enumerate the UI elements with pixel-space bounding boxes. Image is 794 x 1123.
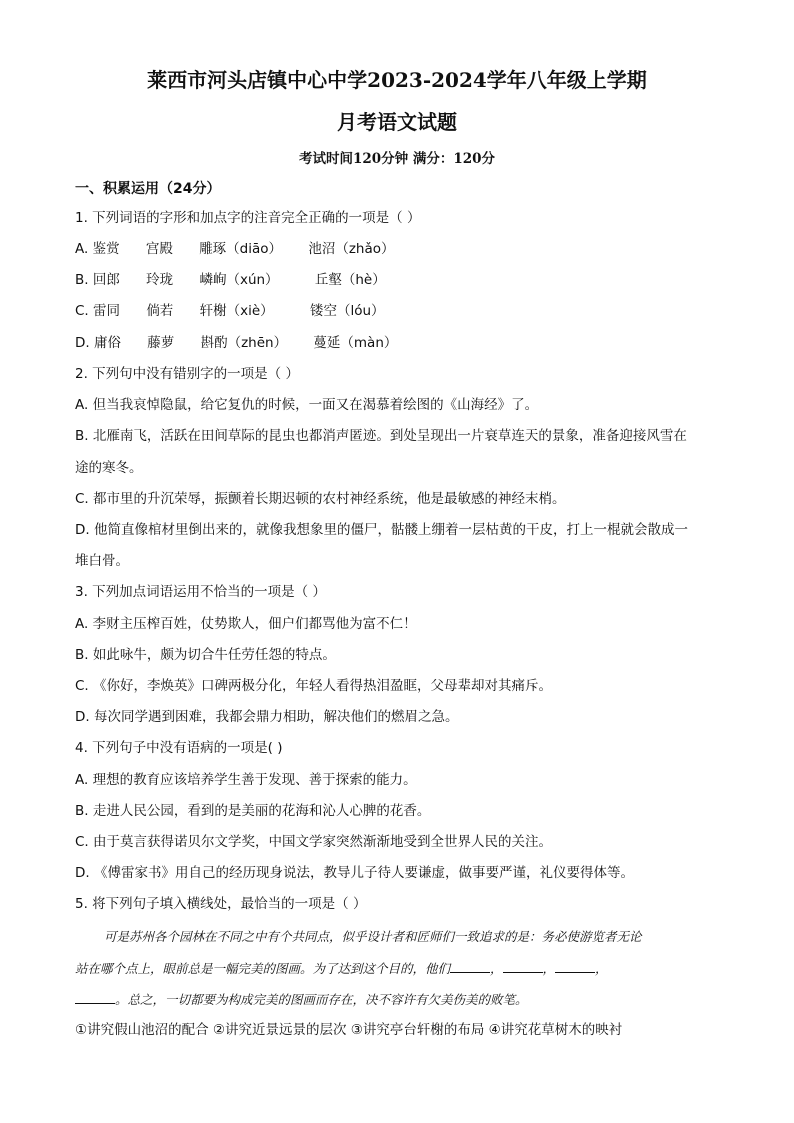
q1-b-word2: 玲珑 — [146, 272, 174, 288]
q2-stem: 2. 下列句中没有错别字的一项是（ ） — [75, 366, 299, 382]
q5-passage-line3-text: 。总之，一切都要为构成完美的图画而存在，决不容许有欠美伤美的败笔。 — [115, 992, 528, 1007]
q1-c-word3: 轩榭（xiè） — [199, 303, 274, 319]
q1-a-word2: 宫殿 — [145, 241, 173, 257]
fill-blank-1[interactable] — [450, 960, 490, 973]
q4-option-d: D. 《傅雷家书》用自己的经历现身说法，教导儿子待人要谦虚，做事要严谨，礼仪要得体等。 — [75, 865, 634, 881]
q2-option-c: C. 都市里的升沉荣辱，振颤着长期迟顿的农村神经系统，他是最敏感的神经末梢。 — [75, 491, 566, 507]
q1-d-word1: D. 庸俗 — [75, 335, 121, 351]
q2-option-b-line2: 途的寒冬。 — [75, 460, 143, 476]
q4-option-a: A. 理想的教育应该培养学生善于发现、善于探索的能力。 — [75, 772, 417, 788]
q3-option-d: D. 每次同学遇到困难，我都会鼎力相助，解决他们的燃眉之急。 — [75, 709, 459, 725]
q4-stem: 4. 下列句子中没有语病的一项是( ) — [75, 740, 283, 756]
q4-option-b: B. 走进人民公园，看到的是美丽的花海和沁人心脾的花香。 — [75, 803, 431, 819]
q1-d-word4: 蔓延（màn） — [313, 335, 398, 351]
q1-option-c — [75, 302, 715, 320]
q1-a-word3: 雕琢（diāo） — [199, 241, 283, 257]
blank-comma-1: ， — [490, 961, 503, 976]
q1-stem: 1. 下列词语的字形和加点字的注音完全正确的一项是（ ） — [75, 210, 421, 226]
section-heading: 一、积累运用（24分） — [75, 181, 221, 197]
q2-option-d-line1: D. 他简直像棺材里倒出来的，就像我想象里的僵尸，骷髅上绷着一层枯黄的干皮，打上一棍就会散成一 — [75, 522, 688, 538]
q1-option-d — [75, 334, 715, 352]
q3-option-b: B. 如此咏牛，颇为切合牛任劳任怨的特点。 — [75, 647, 336, 663]
q2-option-d-line2: 堆白骨。 — [75, 553, 129, 569]
fill-blank-3[interactable] — [555, 960, 595, 973]
q1-option-b — [75, 271, 715, 289]
q2-option-a: A. 但当我哀悼隐鼠，给它复仇的时候，一面又在渴慕着绘图的《山海经》了。 — [75, 397, 539, 413]
q5-passage-line3 — [75, 991, 715, 1009]
q5-stem: 5. 将下列句子填入横线处，最恰当的一项是（ ） — [75, 896, 367, 912]
blank-comma-2: ， — [542, 961, 556, 976]
exam-title-line1: 莱西市河头店镇中心中学2023-2024学年八年级上学期 — [147, 68, 647, 92]
q3-option-a: A. 李财主压榨百姓，仗势欺人，佃户们都骂他为富不仁！ — [75, 616, 417, 632]
q1-d-word3: 斟酌（zhēn） — [200, 335, 288, 351]
q4-option-c: C. 由于莫言获得诺贝尔文学奖，中国文学家突然渐渐地受到全世界人民的关注。 — [75, 834, 553, 850]
q1-c-word1: C. 雷同 — [75, 303, 121, 319]
q1-b-word4: 丘壑（hè） — [314, 272, 386, 288]
exam-info: 考试时间120分钟 满分：120分 — [298, 151, 496, 167]
fill-blank-2[interactable] — [503, 960, 543, 973]
q1-d-word2: 藤萝 — [147, 335, 175, 351]
q5-options: ①讲究假山池沼的配合 ②讲究近景远景的层次 ③讲究亭台轩榭的布局 ④讲究花草树木的映衬 — [75, 1022, 623, 1038]
q1-b-word3: 嶙峋（xún） — [199, 272, 279, 288]
fill-blank-4[interactable] — [75, 991, 115, 1004]
q5-passage-line2-text: 站在哪个点上，眼前总是一幅完美的图画。为了达到这个目的，他们 — [75, 961, 451, 976]
exam-title-line2: 月考语文试题 — [337, 110, 457, 134]
q5-passage-line2 — [75, 960, 715, 978]
q1-b-word1: B. 回郎 — [75, 272, 120, 288]
blank-comma-3: ， — [595, 961, 608, 976]
q1-c-word2: 倘若 — [146, 303, 174, 319]
q5-passage-line1: 可是苏州各个园林在不同之中有个共同点，似乎设计者和匠师们一致追求的是：务必使游览者无论 — [104, 929, 642, 944]
q3-option-c: C. 《你好，李焕英》口碑两极分化，年轻人看得热泪盈眶，父母辈却对其痛斥。 — [75, 678, 553, 694]
q2-option-b-line1: B. 北雁南飞，活跃在田间草际的昆虫也都消声匿迹。到处呈现出一片衰草连天的景象，准备迎接风雪在 — [75, 428, 687, 444]
q1-a-word1: A. 鉴赏 — [75, 241, 120, 257]
q1-option-a — [75, 240, 715, 258]
q3-stem: 3. 下列加点词语运用不恰当的一项是（ ） — [75, 584, 326, 600]
q1-a-word4: 池沼（zhǎo） — [308, 241, 395, 257]
q1-c-word4: 镂空（lóu） — [309, 303, 385, 319]
